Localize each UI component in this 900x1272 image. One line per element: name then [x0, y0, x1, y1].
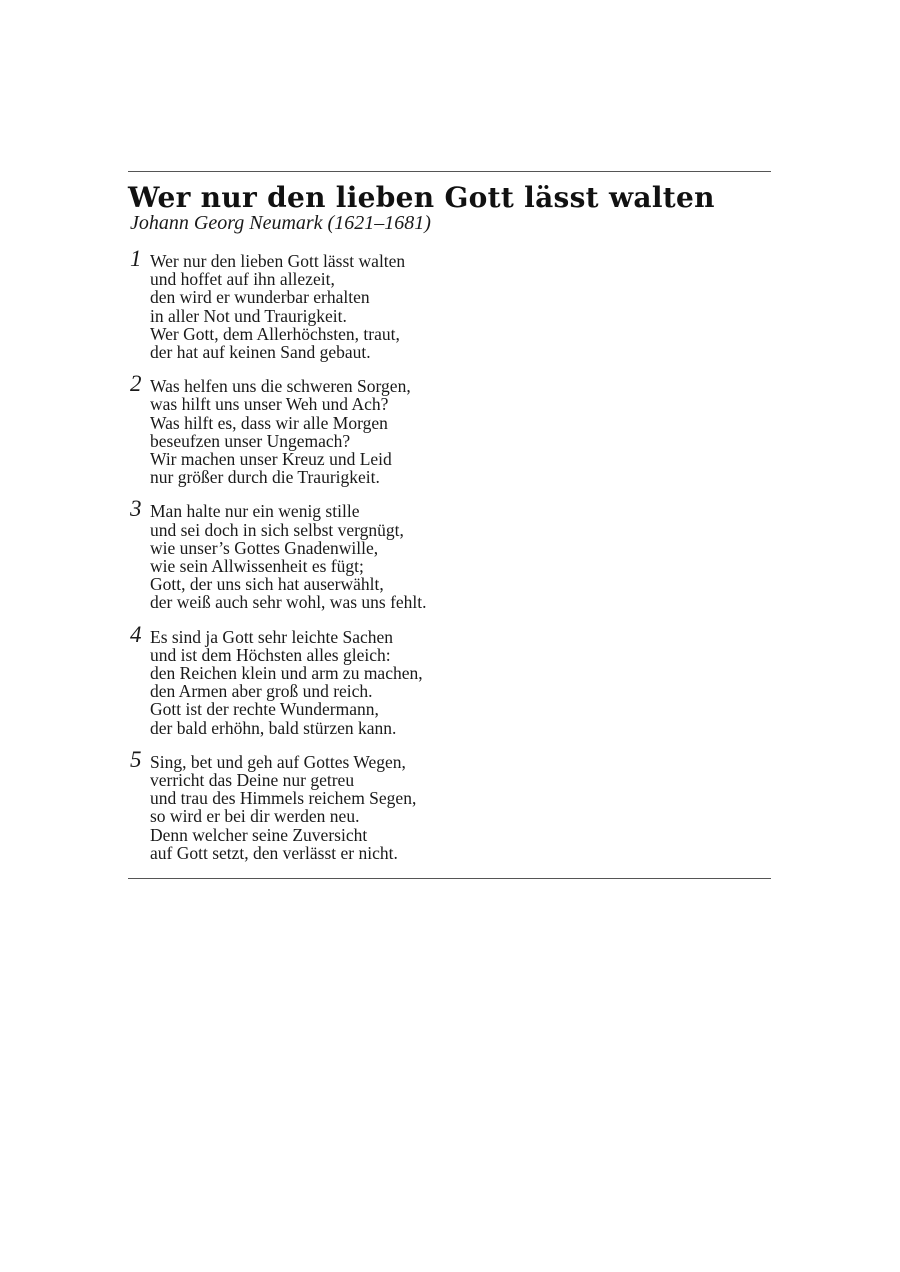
stanza-line: in aller Not und Traurigkeit. — [150, 305, 347, 326]
stanza-number: 3 — [130, 496, 142, 522]
stanza-line: und sei doch in sich selbst vergnügt, — [150, 519, 404, 540]
stanza-line: Wir machen unser Kreuz und Leid — [150, 449, 392, 470]
stanza-number: 5 — [130, 746, 142, 772]
stanza-line: Denn welcher seine Zuversicht — [150, 824, 368, 845]
stanza-line: wie sein Allwissenheit es fügt; — [150, 556, 364, 577]
hymn-author: Johann Georg Neumark (1621–1681) — [130, 212, 431, 234]
stanza-line: und trau des Himmels reichem Segen, — [150, 788, 417, 809]
stanza-line: Sing, bet und geh auf Gottes Wegen, — [150, 751, 406, 772]
stanza-line: der hat auf keinen Sand gebaut. — [150, 342, 371, 363]
stanza — [128, 246, 771, 363]
bottom-rule — [128, 878, 771, 879]
hymn-page — [128, 171, 771, 879]
stanza-line: der weiß auch sehr wohl, was uns fehlt. — [150, 592, 427, 613]
stanza-line: beseufzen unser Ungemach? — [150, 430, 351, 451]
stanza-number: 1 — [130, 246, 142, 271]
stanza-line: Was hilft es, dass wir alle Morgen — [150, 412, 388, 433]
stanza-line: und hoffet auf ihn allezeit, — [150, 269, 335, 290]
top-rule — [128, 171, 771, 172]
stanza — [128, 746, 771, 863]
stanza-line: wie unser’s Gottes Gnadenwille, — [150, 537, 379, 558]
stanza-line: auf Gott setzt, den verlässt er nicht. — [150, 842, 398, 863]
stanza-line: so wird er bei dir werden neu. — [150, 806, 360, 827]
stanza-line: Es sind ja Gott sehr leichte Sachen — [150, 626, 393, 647]
stanza-line: Was helfen uns die schweren Sorgen, — [150, 376, 411, 397]
stanza-list — [128, 246, 771, 863]
stanza-line: Wer nur den lieben Gott lässt walten — [150, 251, 406, 271]
stanza-number: 2 — [130, 371, 142, 397]
stanza-line: verricht das Deine nur getreu — [150, 770, 355, 791]
stanza-line: Gott, der uns sich hat auserwählt, — [150, 574, 384, 595]
stanza-line: Gott ist der rechte Wundermann, — [150, 699, 379, 720]
stanza-line: und ist dem Höchsten alles gleich: — [150, 644, 391, 665]
hymn-title: Wer nur den lieben Gott lässt walten — [128, 181, 715, 214]
stanza-line: den Armen aber groß und reich. — [150, 681, 373, 702]
stanza — [128, 371, 771, 488]
stanza-line: was hilft uns unser Weh und Ach? — [150, 394, 389, 415]
stanza-number: 4 — [130, 621, 142, 647]
stanza-line: Man halte nur ein wenig stille — [150, 501, 360, 522]
stanza — [128, 621, 771, 738]
stanza-line: den Reichen klein und arm zu machen, — [150, 663, 423, 684]
stanza — [128, 496, 771, 613]
stanza-line: den wird er wunderbar erhalten — [150, 287, 370, 308]
stanza-line: nur größer durch die Traurigkeit. — [150, 467, 380, 488]
stanza-line: der bald erhöhn, bald stürzen kann. — [150, 717, 397, 738]
stanza-line: Wer Gott, dem Allerhöchsten, traut, — [150, 323, 400, 344]
